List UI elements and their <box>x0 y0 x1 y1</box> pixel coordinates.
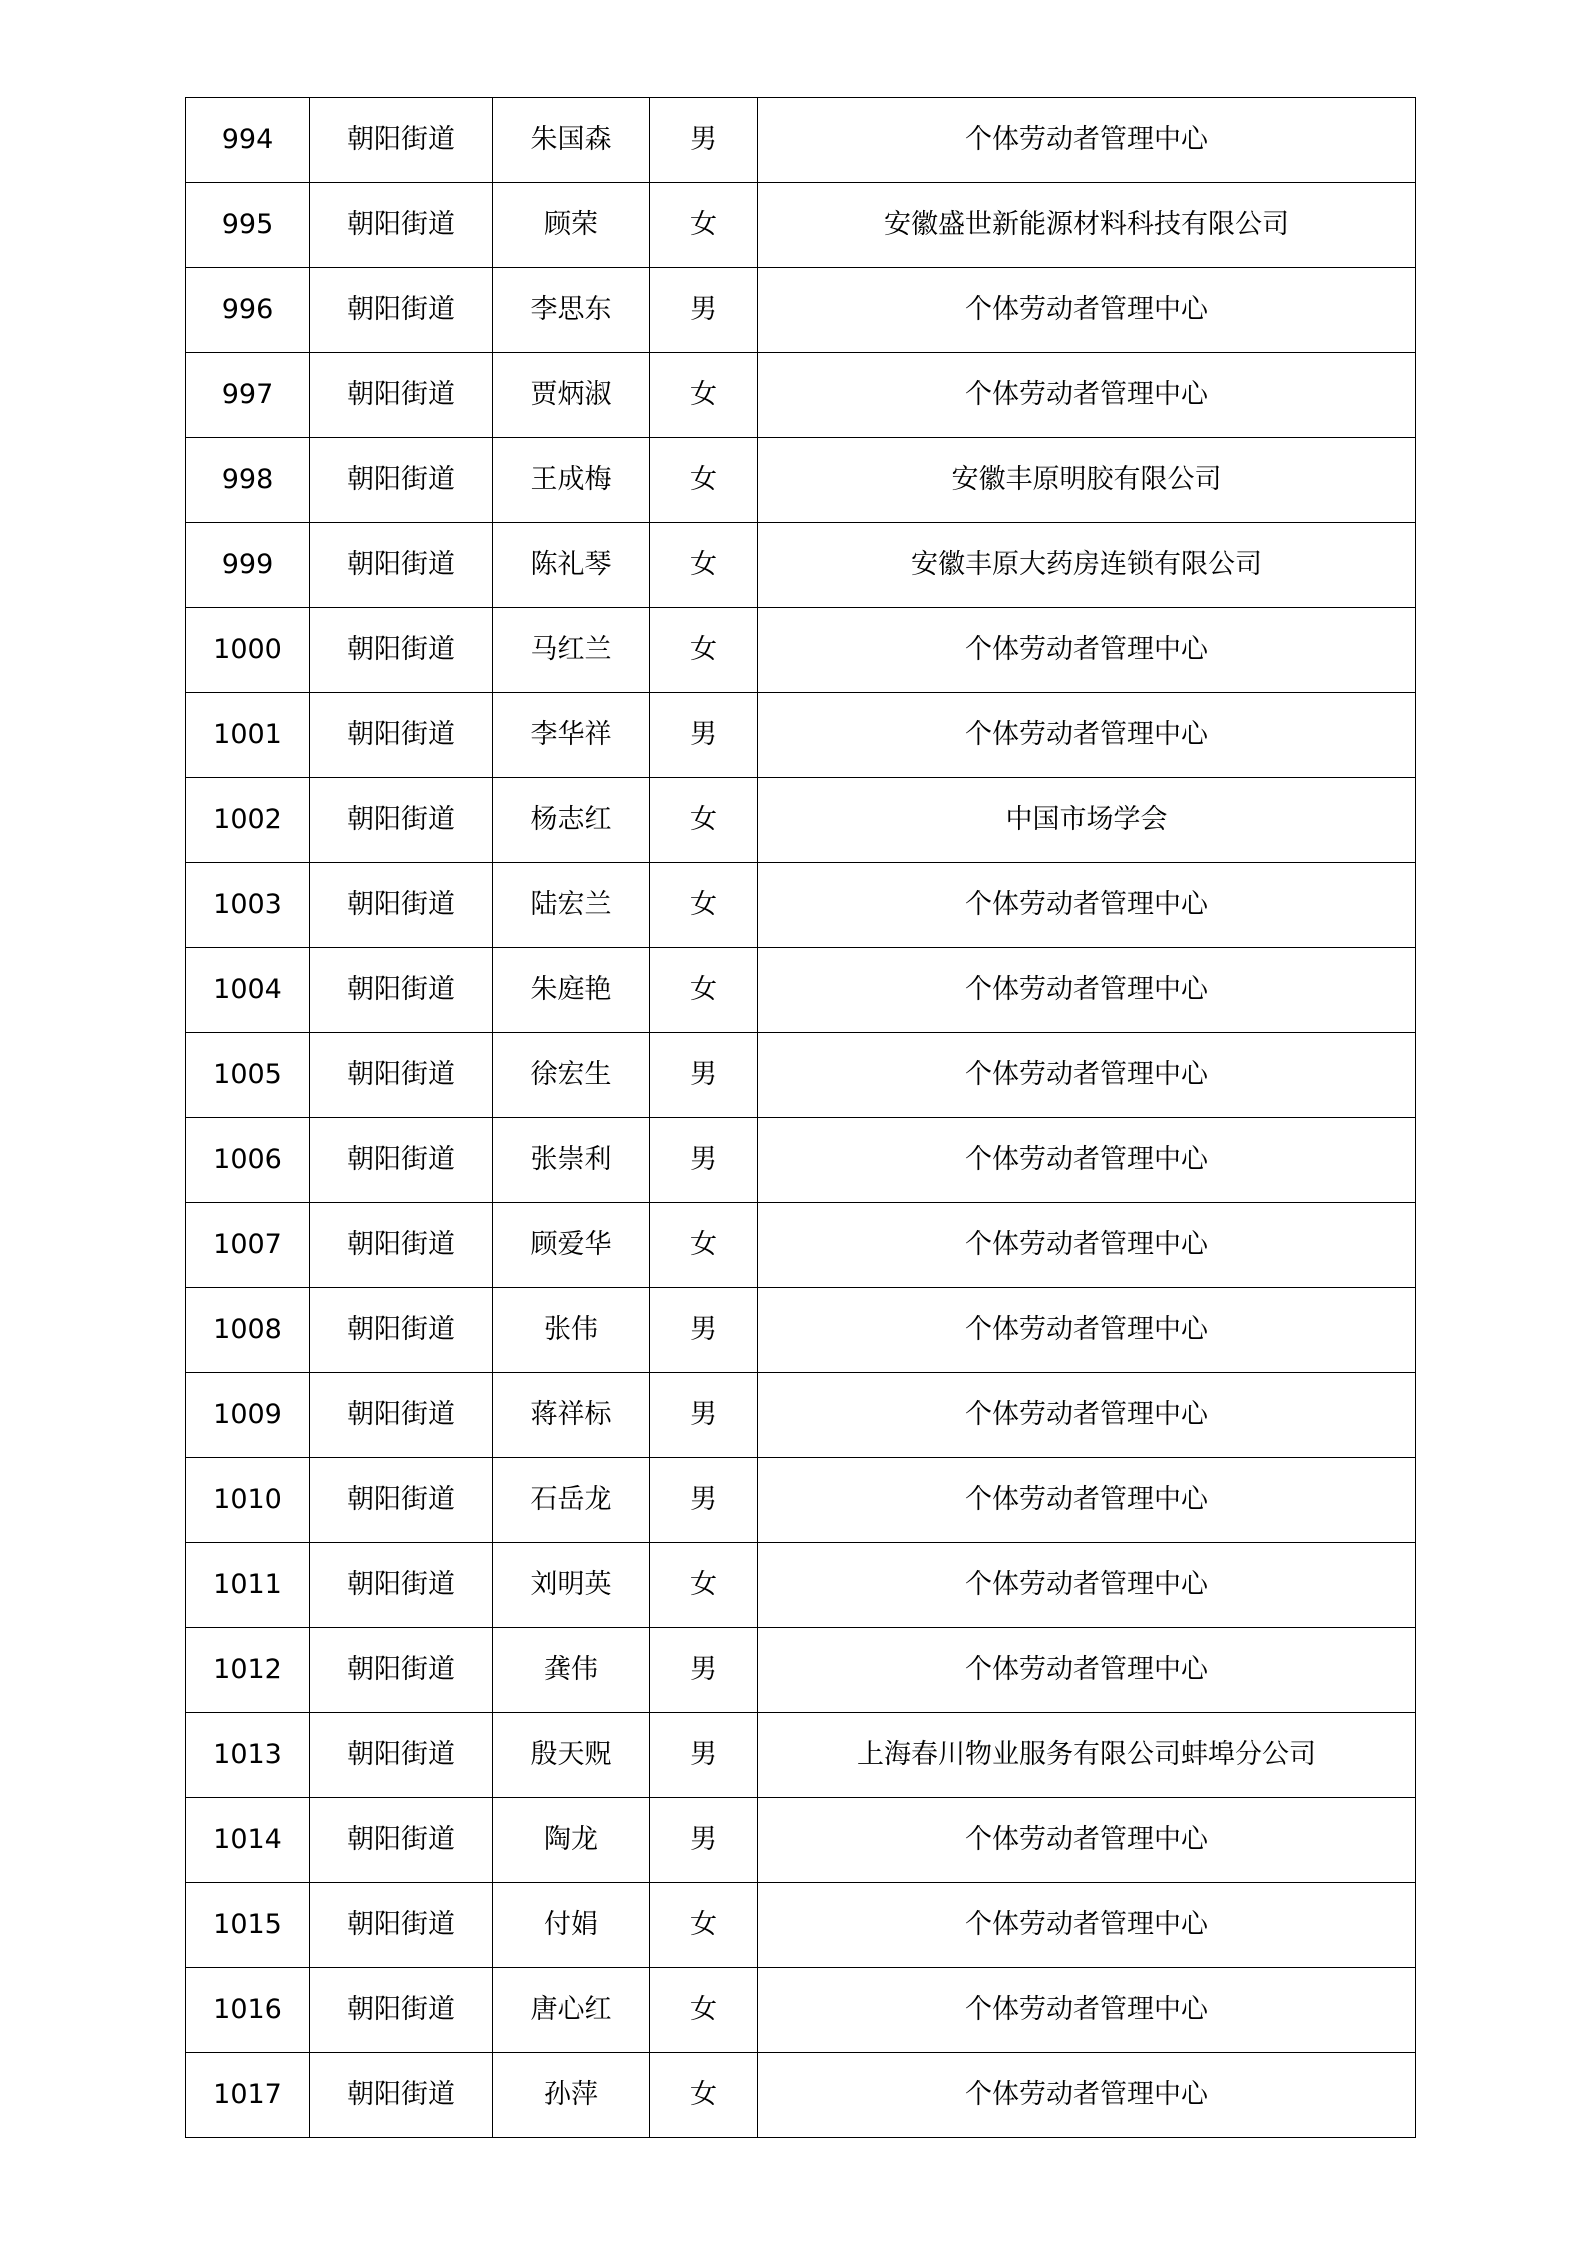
cell-number: 1013 <box>186 1713 310 1798</box>
cell-gender: 男 <box>650 98 758 183</box>
cell-work-unit: 个体劳动者管理中心 <box>758 1203 1416 1288</box>
table-row <box>186 523 1416 608</box>
cell-work-unit: 个体劳动者管理中心 <box>758 948 1416 1033</box>
cell-work-unit: 个体劳动者管理中心 <box>758 1798 1416 1883</box>
table-row <box>186 268 1416 353</box>
cell-gender: 男 <box>650 1628 758 1713</box>
table-row <box>186 1458 1416 1543</box>
cell-street: 朝阳街道 <box>310 1373 493 1458</box>
cell-person-name: 贾炳淑 <box>493 353 650 438</box>
cell-street: 朝阳街道 <box>310 1883 493 1968</box>
table-row <box>186 183 1416 268</box>
cell-number: 1010 <box>186 1458 310 1543</box>
table-row <box>186 863 1416 948</box>
cell-person-name: 张崇利 <box>493 1118 650 1203</box>
cell-number: 1009 <box>186 1373 310 1458</box>
cell-number: 1016 <box>186 1968 310 2053</box>
cell-work-unit: 个体劳动者管理中心 <box>758 1033 1416 1118</box>
cell-person-name: 李华祥 <box>493 693 650 778</box>
cell-gender: 男 <box>650 268 758 353</box>
cell-work-unit: 个体劳动者管理中心 <box>758 1968 1416 2053</box>
cell-street: 朝阳街道 <box>310 2053 493 2138</box>
cell-person-name: 殷天贶 <box>493 1713 650 1798</box>
cell-work-unit: 个体劳动者管理中心 <box>758 1373 1416 1458</box>
cell-work-unit: 安徽盛世新能源材料科技有限公司 <box>758 183 1416 268</box>
table-row <box>186 353 1416 438</box>
cell-gender: 女 <box>650 863 758 948</box>
cell-street: 朝阳街道 <box>310 1118 493 1203</box>
cell-street: 朝阳街道 <box>310 1203 493 1288</box>
cell-work-unit: 中国市场学会 <box>758 778 1416 863</box>
cell-person-name: 顾荣 <box>493 183 650 268</box>
cell-gender: 女 <box>650 353 758 438</box>
cell-street: 朝阳街道 <box>310 1968 493 2053</box>
cell-person-name: 李思东 <box>493 268 650 353</box>
cell-number: 1002 <box>186 778 310 863</box>
cell-work-unit: 个体劳动者管理中心 <box>758 1628 1416 1713</box>
cell-work-unit: 个体劳动者管理中心 <box>758 1883 1416 1968</box>
cell-person-name: 朱庭艳 <box>493 948 650 1033</box>
cell-number: 999 <box>186 523 310 608</box>
table-row <box>186 1288 1416 1373</box>
cell-number: 997 <box>186 353 310 438</box>
cell-person-name: 徐宏生 <box>493 1033 650 1118</box>
roster-table-body <box>186 98 1416 2138</box>
cell-street: 朝阳街道 <box>310 1713 493 1798</box>
cell-gender: 女 <box>650 1543 758 1628</box>
table-row <box>186 948 1416 1033</box>
cell-person-name: 王成梅 <box>493 438 650 523</box>
table-row <box>186 1203 1416 1288</box>
cell-work-unit: 个体劳动者管理中心 <box>758 1118 1416 1203</box>
cell-number: 1011 <box>186 1543 310 1628</box>
table-row <box>186 2053 1416 2138</box>
cell-person-name: 孙萍 <box>493 2053 650 2138</box>
table-row <box>186 693 1416 778</box>
table-row <box>186 1628 1416 1713</box>
cell-street: 朝阳街道 <box>310 268 493 353</box>
cell-work-unit: 个体劳动者管理中心 <box>758 353 1416 438</box>
cell-gender: 女 <box>650 183 758 268</box>
cell-gender: 女 <box>650 1968 758 2053</box>
cell-street: 朝阳街道 <box>310 1033 493 1118</box>
table-row <box>186 1883 1416 1968</box>
cell-street: 朝阳街道 <box>310 948 493 1033</box>
cell-person-name: 石岳龙 <box>493 1458 650 1543</box>
cell-gender: 女 <box>650 1883 758 1968</box>
table-row <box>186 1373 1416 1458</box>
cell-street: 朝阳街道 <box>310 1458 493 1543</box>
cell-work-unit: 个体劳动者管理中心 <box>758 693 1416 778</box>
cell-person-name: 陈礼琴 <box>493 523 650 608</box>
cell-number: 1001 <box>186 693 310 778</box>
cell-person-name: 杨志红 <box>493 778 650 863</box>
cell-street: 朝阳街道 <box>310 1628 493 1713</box>
cell-gender: 女 <box>650 2053 758 2138</box>
table-row <box>186 98 1416 183</box>
cell-street: 朝阳街道 <box>310 1543 493 1628</box>
cell-number: 1006 <box>186 1118 310 1203</box>
cell-person-name: 刘明英 <box>493 1543 650 1628</box>
cell-work-unit: 个体劳动者管理中心 <box>758 608 1416 693</box>
cell-gender: 男 <box>650 1458 758 1543</box>
cell-gender: 男 <box>650 1118 758 1203</box>
table-row <box>186 1033 1416 1118</box>
cell-number: 1015 <box>186 1883 310 1968</box>
cell-work-unit: 个体劳动者管理中心 <box>758 1543 1416 1628</box>
cell-street: 朝阳街道 <box>310 608 493 693</box>
table-row <box>186 1713 1416 1798</box>
cell-person-name: 陆宏兰 <box>493 863 650 948</box>
cell-street: 朝阳街道 <box>310 863 493 948</box>
cell-work-unit: 上海春川物业服务有限公司蚌埠分公司 <box>758 1713 1416 1798</box>
cell-gender: 男 <box>650 1288 758 1373</box>
cell-person-name: 马红兰 <box>493 608 650 693</box>
cell-person-name: 龚伟 <box>493 1628 650 1713</box>
cell-street: 朝阳街道 <box>310 1288 493 1373</box>
cell-work-unit: 个体劳动者管理中心 <box>758 2053 1416 2138</box>
cell-number: 995 <box>186 183 310 268</box>
cell-number: 1000 <box>186 608 310 693</box>
table-row <box>186 608 1416 693</box>
cell-work-unit: 个体劳动者管理中心 <box>758 1458 1416 1543</box>
cell-work-unit: 安徽丰原大药房连锁有限公司 <box>758 523 1416 608</box>
table-row <box>186 1968 1416 2053</box>
cell-number: 1005 <box>186 1033 310 1118</box>
roster-table <box>185 97 1416 2138</box>
table-row <box>186 1798 1416 1883</box>
cell-street: 朝阳街道 <box>310 1798 493 1883</box>
cell-number: 996 <box>186 268 310 353</box>
cell-gender: 女 <box>650 438 758 523</box>
cell-number: 1008 <box>186 1288 310 1373</box>
cell-gender: 男 <box>650 1713 758 1798</box>
cell-gender: 女 <box>650 608 758 693</box>
cell-number: 1014 <box>186 1798 310 1883</box>
cell-number: 998 <box>186 438 310 523</box>
cell-street: 朝阳街道 <box>310 353 493 438</box>
table-row <box>186 438 1416 523</box>
cell-number: 1012 <box>186 1628 310 1713</box>
cell-person-name: 付娟 <box>493 1883 650 1968</box>
cell-person-name: 陶龙 <box>493 1798 650 1883</box>
cell-gender: 女 <box>650 1203 758 1288</box>
cell-person-name: 唐心红 <box>493 1968 650 2053</box>
table-row <box>186 1543 1416 1628</box>
cell-gender: 女 <box>650 948 758 1033</box>
cell-street: 朝阳街道 <box>310 523 493 608</box>
cell-gender: 男 <box>650 1798 758 1883</box>
cell-gender: 男 <box>650 1033 758 1118</box>
cell-gender: 男 <box>650 693 758 778</box>
cell-gender: 女 <box>650 778 758 863</box>
cell-street: 朝阳街道 <box>310 693 493 778</box>
cell-number: 994 <box>186 98 310 183</box>
cell-number: 1003 <box>186 863 310 948</box>
cell-work-unit: 个体劳动者管理中心 <box>758 98 1416 183</box>
cell-street: 朝阳街道 <box>310 438 493 523</box>
cell-number: 1017 <box>186 2053 310 2138</box>
cell-person-name: 顾爱华 <box>493 1203 650 1288</box>
table-row <box>186 778 1416 863</box>
cell-number: 1007 <box>186 1203 310 1288</box>
cell-street: 朝阳街道 <box>310 183 493 268</box>
cell-street: 朝阳街道 <box>310 98 493 183</box>
cell-person-name: 朱国森 <box>493 98 650 183</box>
cell-street: 朝阳街道 <box>310 778 493 863</box>
cell-person-name: 张伟 <box>493 1288 650 1373</box>
cell-number: 1004 <box>186 948 310 1033</box>
cell-work-unit: 个体劳动者管理中心 <box>758 863 1416 948</box>
cell-gender: 女 <box>650 523 758 608</box>
cell-work-unit: 安徽丰原明胶有限公司 <box>758 438 1416 523</box>
cell-gender: 男 <box>650 1373 758 1458</box>
cell-work-unit: 个体劳动者管理中心 <box>758 1288 1416 1373</box>
cell-work-unit: 个体劳动者管理中心 <box>758 268 1416 353</box>
cell-person-name: 蒋祥标 <box>493 1373 650 1458</box>
table-row <box>186 1118 1416 1203</box>
